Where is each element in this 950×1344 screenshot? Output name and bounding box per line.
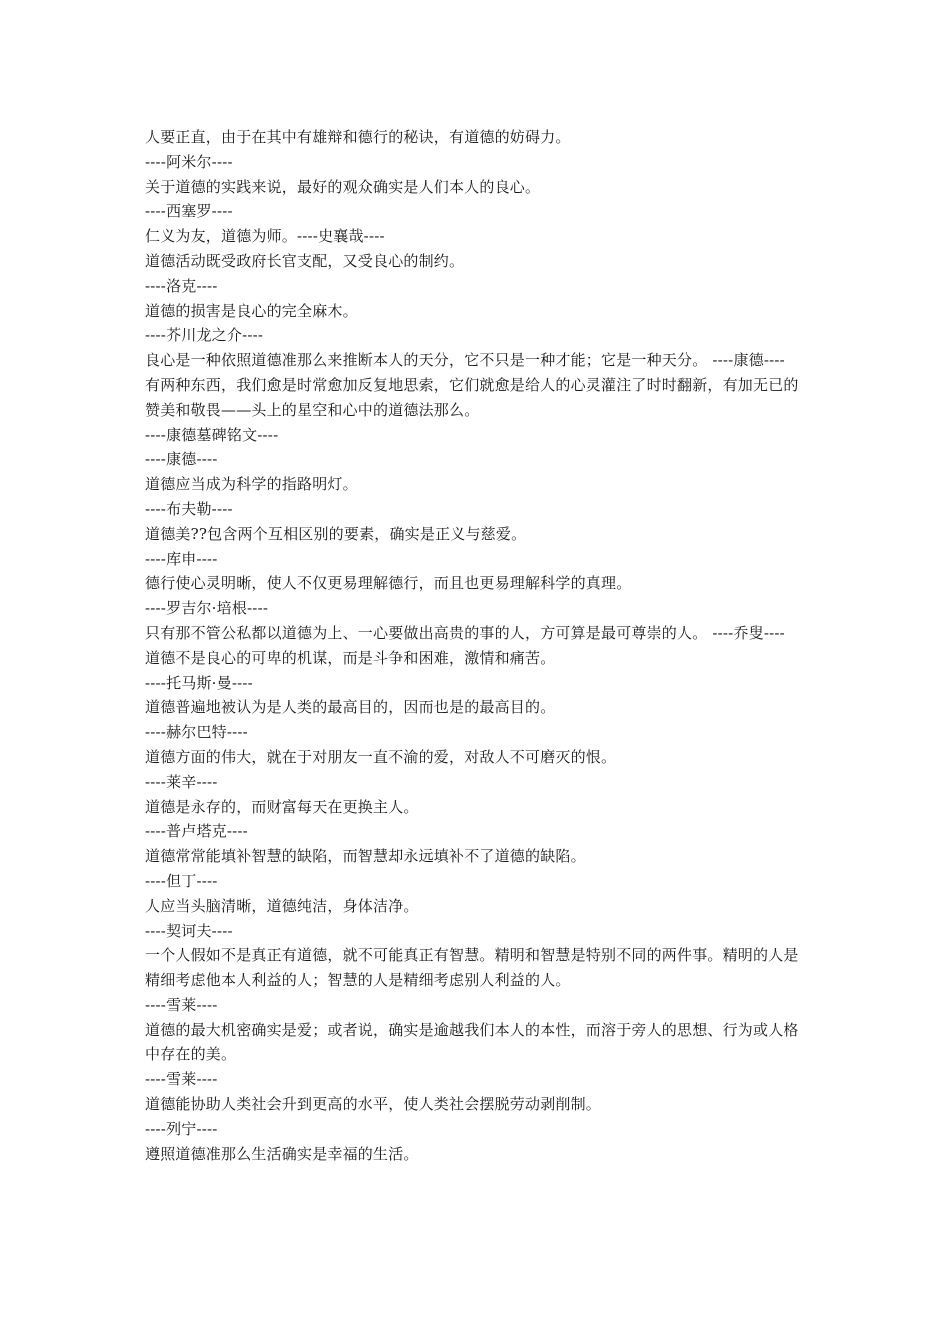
text-line: ----西塞罗---- [145, 202, 233, 221]
text-line: 德行使心灵明晰，使人不仅更易理解德行，而且也更易理解科学的真理。 [145, 574, 632, 593]
text-line: 一个人假如不是真正有道德，就不可能真正有智慧。精明和智慧是特别不同的两件事。精明的人是精细考虑他本人利益的人；智慧的人是精细考虑别人利益的人。 [145, 946, 799, 990]
text-line: 道德的最大机密确实是爱；或者说，确实是逾越我们本人的本性，而溶于旁人的思想、行为或人格中存在的美。 [145, 1020, 799, 1064]
text-line: 道德应当成为科学的指路明灯。 [145, 475, 358, 494]
document-body [145, 125, 810, 1166]
text-line: 遵照道德准那么生活确实是幸福的生活。 [145, 1144, 419, 1163]
text-line: 道德的损害是良心的完全麻木。 [145, 301, 358, 320]
text-line: 道德不是良心的可卑的机谋，而是斗争和困难，激情和痛苦。 [145, 648, 556, 667]
text-line: ----阿米尔---- [145, 152, 233, 171]
text-line: 道德方面的伟大，就在于对朋友一直不渝的爱，对敌人不可磨灭的恨。 [145, 747, 617, 766]
text-line: 有两种东西，我们愈是时常愈加反复地思索，它们就愈是给人的心灵灌注了时时翻新，有加无已的赞美和敬畏——头上的星空和心中的道德法那么。 [145, 375, 799, 419]
text-line: ----罗吉尔·培根---- [145, 599, 269, 618]
text-line: 道德活动既受政府长官支配，又受良心的制约。 [145, 251, 465, 270]
text-line: ----莱辛---- [145, 772, 218, 791]
text-line: ----雪莱---- [145, 995, 218, 1014]
text-line: ----托马斯·曼---- [145, 673, 253, 692]
text-line: ----洛克---- [145, 276, 218, 295]
text-line: ----赫尔巴特---- [145, 723, 248, 742]
text-line: 道德能协助人类社会升到更高的水平，使人类社会摆脱劳动剥削制。 [145, 1095, 602, 1114]
text-line: 道德普遍地被认为是人类的最高目的，因而也是的最高目的。 [145, 698, 556, 717]
text-line: ----库申---- [145, 549, 218, 568]
text-line: ----布夫勒---- [145, 499, 233, 518]
text-line: 只有那不管公私都以道德为上、一心要做出高贵的事的人，方可算是最可尊崇的人。 ----乔叟---- [145, 623, 785, 642]
text-line: 人要正直，由于在其中有雄辩和德行的秘诀，有道德的妨碍力。 [145, 128, 571, 146]
text-line: ----契诃夫---- [145, 921, 233, 940]
text-line: ----普卢塔克---- [145, 822, 248, 841]
text-line: ----列宁---- [145, 1119, 218, 1138]
text-line: 人应当头脑清晰，道德纯洁，身体洁净。 [145, 896, 419, 915]
text-line: ----康德墓碑铭文---- [145, 425, 279, 444]
text-line: ----雪莱---- [145, 1070, 218, 1089]
text-line: ----康德---- [145, 450, 218, 469]
text-line: 关于道德的实践来说，最好的观众确实是人们本人的良心。 [145, 177, 541, 196]
text-line: ----但丁---- [145, 871, 218, 890]
text-line: ----芥川龙之介---- [145, 326, 264, 345]
text-line: 道德美??包含两个互相区别的要素，确实是正义与慈爱。 [145, 524, 527, 543]
text-line: 仁义为友，道德为师。----史襄哉---- [145, 227, 385, 246]
text-line: 道德常常能填补智慧的缺陷，而智慧却永远填补不了道德的缺陷。 [145, 847, 586, 866]
text-line: 道德是永存的，而财富每天在更换主人。 [145, 797, 419, 816]
text-line: 良心是一种依照道德准那么来推断本人的天分，它不只是一种才能；它是一种天分。 ----康德---- [145, 351, 785, 370]
